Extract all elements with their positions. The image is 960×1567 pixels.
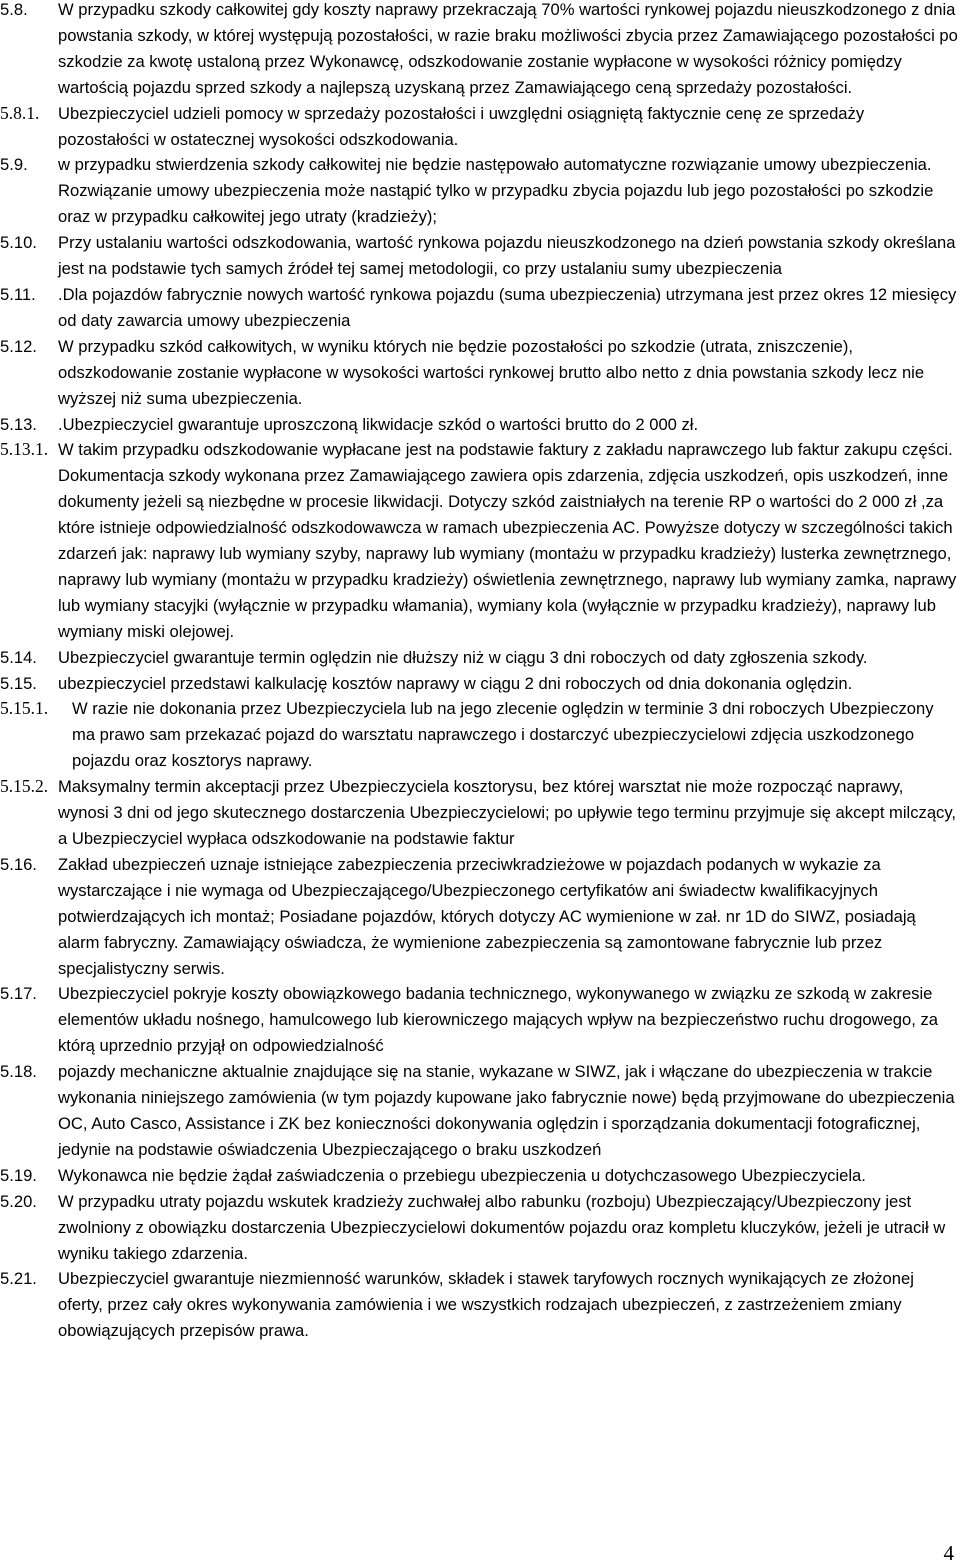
- paragraph-5-21: [0, 1266, 960, 1344]
- paragraph-text: pojazdy mechaniczne aktualnie znajdujące się na stanie, wykazane w SIWZ, jak i włączane do ubezpieczenia w trakcie wykonania niniejszego zamówienia (w tym pojazdy kupowane jako fabrycznie nowe) będą przyjmowane do ubezpieczenia OC, Auto Casco, Assistance i ZK bez konieczności dokonywania oględzin i sporządzania dokumentacji fotograficznej, jedynie na podstawie oświadczenia Ubezpieczającego o braku uszkodzeń: [58, 1062, 955, 1159]
- paragraph-text: Ubezpieczyciel udzieli pomocy w sprzedaży pozostałości i uwzględni osiągniętą faktycznie cenę ze sprzedaży pozostałości w ostatecznej wysokości odszkodowania.: [58, 103, 865, 149]
- paragraph-number: 5.15.2.: [0, 776, 49, 797]
- paragraph-5-8: [0, 0, 960, 101]
- paragraph-text: Wykonawca nie będzie żądał zaświadczenia o przebiegu ubezpieczenia u dotychczasowego Ubezpieczyciela.: [58, 1165, 866, 1185]
- paragraph-number: 5.15.: [0, 673, 37, 693]
- paragraph-number: 5.12.: [0, 336, 37, 356]
- paragraph-text: W przypadku szkody całkowitej gdy koszty naprawy przekraczają 70% wartości rynkowej pojazdu nieuszkodzonego z dnia powstania szkody, w której występują pozostałości, w razie braku możliwości zbycia przez Zamawiającego pozostałości po szkodzie za kwotę ustaloną przez Wykonawcę, odszkodowanie zostanie wypłacone w wysokości różnicy pomiędzy wartością pojazdu sprzed szkody a najlepszą uzyskaną przez Zamawiającego ceną sprzedaży pozostałości.: [58, 0, 958, 97]
- paragraph-text: .Dla pojazdów fabrycznie nowych wartość rynkowa pojazdu (suma ubezpieczenia) utrzymana jest przez okres 12 miesięcy od daty zawarcia umowy ubezpieczenia: [58, 284, 957, 330]
- paragraph-5-11: [0, 282, 960, 334]
- paragraph-text: W razie nie dokonania przez Ubezpieczyciela lub na jego zlecenie oględzin w terminie 3 dni roboczych Ubezpieczony ma prawo sam przekazać pojazd do warsztatu naprawczego i dostarczyć ubezpieczycielowi zdjęcia uszkodzonego pojazdu oraz kosztorys naprawy.: [72, 699, 934, 771]
- paragraph-text: W takim przypadku odszkodowanie wypłacane jest na podstawie faktury z zakładu naprawczego lub faktur zakupu części. Dokumentacja szkody wykonana przez Zamawiającego zawiera opis zdarzenia, zdjęcia uszkodzeń, opis uszkodzeń, inne dokumenty jeżeli są niezbędne w procesie likwidacji. Dotyczy szkód zaistniałych na terenie RP o wartości do 2 000 zł ,za które istnieje odpowiedzialność odszkodowawcza w ramach ubezpieczenia AC. Powyższe dotyczy w szczególności takich zdarzeń jak: naprawy lub wymiany szyby, naprawy lub wymiany (montażu w przypadku kradzieży) lusterka zewnętrznego, naprawy lub wymiany (montażu w przypadku kradzieży) oświetlenia zewnętrznego, naprawy lub wymiany zamka, naprawy lub wymiany stacyjki (wyłącznie w przypadku włamania), wymiany kola (wyłącznie w przypadku kradzieży), naprawy lub wymiany miski olejowej.: [58, 440, 957, 641]
- paragraph-text: Zakład ubezpieczeń uznaje istniejące zabezpieczenia przeciwkradzieżowe w pojazdach podanych w wykazie za wystarczające i nie wymaga od Ubezpieczającego/Ubezpieczonego certyfikatów ani świadectw kwalifikacyjnych potwierdzających ich montaż; Posiadane pojazdów, których dotyczy AC wymienione w zał. nr 1D do SIWZ, posiadają alarm fabryczny. Zamawiający oświadcza, że wymienione zabezpieczenia są zamontowane fabrycznie lub przez specjalistyczny serwis.: [58, 854, 916, 978]
- paragraph-5-13: [0, 412, 960, 438]
- paragraph-5-17: [0, 981, 960, 1059]
- paragraph-5-12: [0, 334, 960, 412]
- paragraph-5-19: [0, 1163, 960, 1189]
- paragraph-number: 5.13.1.: [0, 439, 49, 460]
- paragraph-text: W przypadku szkód całkowitych, w wyniku których nie będzie pozostałości po szkodzie (utrata, zniszczenie), odszkodowanie zostanie wypłacone w wysokości wartości rynkowej brutto albo netto z dnia powstania szkody lecz nie wyższej niż suma ubezpieczenia.: [58, 336, 925, 408]
- paragraph-5-15-2: [0, 774, 960, 852]
- paragraph-5-13-1: [0, 437, 960, 644]
- paragraph-text: .Ubezpieczyciel gwarantuje uproszczoną likwidacje szkód o wartości brutto do 2 000 zł.: [58, 414, 699, 434]
- paragraph-number: 5.21.: [0, 1269, 37, 1289]
- paragraph-text: Przy ustalaniu wartości odszkodowania, wartość rynkowa pojazdu nieuszkodzonego na dzień powstania szkody określana jest na podstawie tych samych źródeł tej samej metodologii, co przy ustalaniu sumy ubezpieczenia: [58, 233, 956, 279]
- paragraph-5-16: [0, 852, 960, 982]
- paragraph-number: 5.11.: [0, 284, 36, 304]
- paragraph-5-9: [0, 152, 960, 230]
- paragraph-5-18: [0, 1059, 960, 1163]
- paragraph-number: 5.9.: [0, 155, 28, 175]
- paragraph-number: 5.20.: [0, 1191, 37, 1211]
- paragraph-text: Ubezpieczyciel pokryje koszty obowiązkowego badania technicznego, wykonywanego w związku ze szkodą w zakresie elementów układu nośnego, hamulcowego lub kierowniczego mających wpływ na bezpieczeństwo ruchu drogowego, za którą uprzednio przyjął on odpowiedzialność: [58, 984, 938, 1056]
- paragraph-number: 5.14.: [0, 647, 37, 667]
- paragraph-text: Ubezpieczyciel gwarantuje termin oględzin nie dłuższy niż w ciągu 3 dni roboczych od daty zgłoszenia szkody.: [58, 647, 868, 667]
- paragraph-5-14: [0, 645, 960, 671]
- paragraph-5-15-1: [0, 696, 960, 774]
- page-number: 4: [943, 1541, 954, 1565]
- paragraph-text: W przypadku utraty pojazdu wskutek kradzieży zuchwałej albo rabunku (rozboju) Ubezpieczający/Ubezpieczony jest zwolniony z obowiązku dostarczenia Ubezpieczycielowi dokumentów pojazdu oraz kompletu kluczyków, jeżeli je utracił w wyniku takiego zdarzenia.: [58, 1191, 946, 1263]
- paragraph-text: ubezpieczyciel przedstawi kalkulację kosztów naprawy w ciągu 2 dni roboczych od dnia dokonania oględzin.: [58, 673, 853, 693]
- paragraph-number: 5.18.: [0, 1062, 37, 1082]
- paragraph-5-8-1: [0, 101, 960, 153]
- paragraph-number: 5.8.1.: [0, 102, 40, 123]
- paragraph-text: Ubezpieczyciel gwarantuje niezmienność warunków, składek i stawek taryfowych rocznych wynikających ze złożonej oferty, przez cały okres wykonywania zamówienia i we wszystkich rodzajach ubezpieczeń, z zastrzeżeniem zmiany obowiązujących przepisów prawa.: [58, 1269, 914, 1341]
- paragraph-number: 5.17.: [0, 984, 37, 1004]
- paragraph-5-10: [0, 230, 960, 282]
- paragraph-number: 5.15.1.: [0, 698, 49, 719]
- paragraph-5-20: [0, 1189, 960, 1267]
- paragraph-5-15: [0, 671, 960, 697]
- paragraph-number: 5.16.: [0, 854, 37, 874]
- paragraph-number: 5.10.: [0, 233, 37, 253]
- paragraph-number: 5.8.: [0, 0, 28, 19]
- paragraph-number: 5.13.: [0, 414, 37, 434]
- paragraph-text: Maksymalny termin akceptacji przez Ubezpieczyciela kosztorysu, bez której warsztat nie może rozpocząć naprawy, wynosi 3 dni od jego skutecznego dostarczenia Ubezpieczycielowi; po upływie tego terminu przyjmuje się akcept milczący, a Ubezpieczyciel wypłaca odszkodowanie na podstawie faktur: [58, 777, 957, 848]
- paragraph-number: 5.19.: [0, 1165, 37, 1185]
- paragraph-text: w przypadku stwierdzenia szkody całkowitej nie będzie następowało automatyczne rozwiązanie umowy ubezpieczenia. Rozwiązanie umowy ubezpieczenia może nastąpić tylko w przypadku zbycia pojazdu lub jego pozostałości po szkodzie oraz w przypadku całkowitej jego utraty (kradzieży);: [58, 155, 934, 227]
